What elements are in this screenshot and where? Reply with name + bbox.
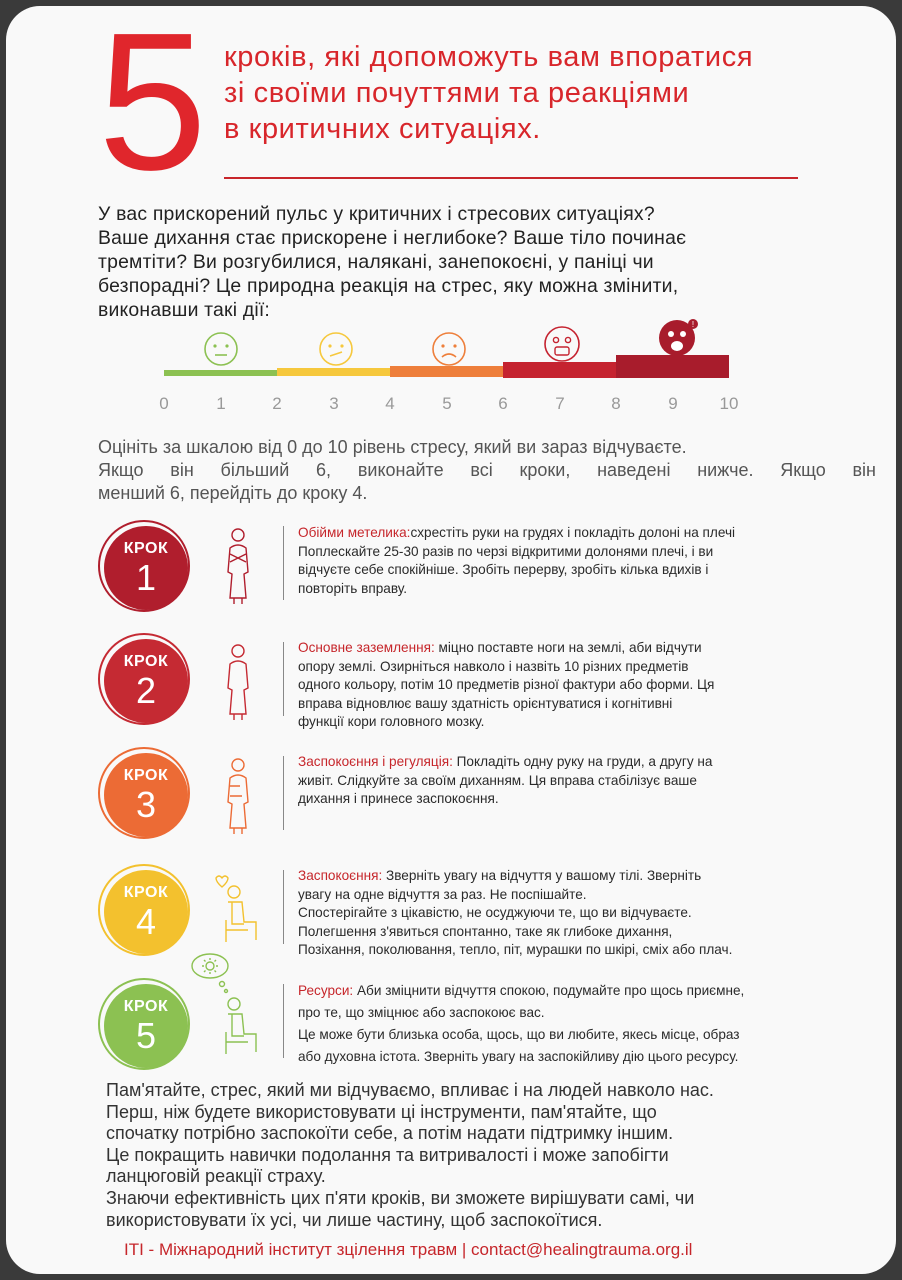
title-line: в критичних ситуаціях. bbox=[224, 113, 541, 145]
badge-label: КРОК bbox=[123, 884, 169, 901]
intro-line: безпорадні? Це природна реакція на стрес, яку можна змінити, bbox=[98, 275, 679, 297]
scale-tick: 3 bbox=[329, 394, 339, 413]
step-1-badge bbox=[104, 526, 188, 610]
calm-face-icon bbox=[202, 330, 240, 368]
outro-line: Це покращить навички подолання та витривалості і може запобігти bbox=[106, 1144, 669, 1165]
intro-line: Ваше дихання стає прискорене і неглибоке? Ваше тіло починає bbox=[98, 227, 687, 249]
step-line: опору землі. Озирніться навколо і назвіть 10 різних предметів bbox=[298, 658, 689, 674]
scale-segment-0-2 bbox=[164, 370, 277, 376]
step-line: Позіхання, поколювання, тепло, піт, мурашки по шкірі, сміх або плач. bbox=[298, 942, 733, 958]
outro-line: Знаючи ефективність цих п'яти кроків, ви зможете вирішувати самі, чи bbox=[106, 1187, 695, 1208]
svg-text:!: ! bbox=[691, 320, 695, 329]
big-number-5: 5 bbox=[98, 6, 208, 211]
intro-line: тремтіти? Ви розгубилися, налякані, занепокоєні, у паніці чи bbox=[98, 251, 654, 273]
step-line: схрестіть руки на грудях і покладіть долоні на плечі bbox=[410, 525, 736, 540]
intro-line: У вас прискорений пульс у критичних і стресових ситуаціях? bbox=[98, 203, 655, 225]
scale-tick: 7 bbox=[555, 394, 565, 413]
scale-tick: 10 bbox=[719, 394, 739, 413]
step-connector bbox=[283, 984, 284, 1058]
step-connector bbox=[283, 642, 284, 716]
step-line: увагу на одне відчуття за раз. Не поспішайте. bbox=[298, 886, 587, 902]
scale-tick: 2 bbox=[272, 394, 282, 413]
outro-line: використовувати їх усі, чи лише частину, щоб заспокоїтися. bbox=[106, 1209, 603, 1230]
step-line: Поплескайте 25-30 разів по черзі відкритими долонями плечі, і ви bbox=[298, 543, 714, 559]
step-line: функції кори головного мозку. bbox=[298, 714, 485, 730]
badge-label: КРОК bbox=[123, 540, 169, 557]
panic-face-icon bbox=[656, 316, 700, 360]
step-line: Це може бути близька особа, щось, що ви любите, якесь місце, образ bbox=[298, 1027, 740, 1042]
woman-hand-on-chest-icon bbox=[218, 756, 258, 836]
scale-segment-6-8 bbox=[503, 362, 616, 378]
step-title: Заспокоєння: bbox=[298, 868, 383, 883]
intro-line: виконавши такі дії: bbox=[98, 299, 271, 321]
badge-label: КРОК bbox=[123, 653, 169, 670]
footer-credit: ІТІ - Міжнародний інститут зцілення травм | contact@healingtrauma.org.il bbox=[124, 1240, 693, 1259]
scale-tick: 1 bbox=[216, 394, 226, 413]
step-5-text bbox=[298, 980, 744, 1068]
outro-line: Перш, ніж будете використовувати ці інструменти, пам'ятайте, що bbox=[106, 1101, 657, 1122]
seated-person-heart-icon bbox=[208, 868, 268, 948]
step-4-badge bbox=[104, 870, 188, 954]
title-line: зі своїми почуттями та реакціями bbox=[224, 77, 690, 109]
step-line: Спостерігайте з цікавістю, не осуджуючи те, що ви відчуваєте. bbox=[298, 905, 692, 921]
step-2-badge bbox=[104, 639, 188, 723]
instruction-line: Оцініть за шкалою від 0 до 10 рівень стресу, який ви зараз відчуваєте. bbox=[98, 437, 687, 457]
scale-tick: 8 bbox=[611, 394, 621, 413]
seated-person-thought-icon bbox=[184, 950, 274, 1060]
step-line: Зверніть увагу на відчуття у вашому тілі. Зверніть bbox=[382, 868, 702, 883]
step-title: Основне заземлення: bbox=[298, 640, 435, 655]
outro-line: ланцюговій реакції страху. bbox=[106, 1166, 326, 1187]
step-title: Заспокоєння і регуляція: bbox=[298, 754, 453, 769]
badge-number: 3 bbox=[135, 784, 157, 825]
scale-tick: 9 bbox=[668, 394, 678, 413]
scale-tick: 6 bbox=[498, 394, 508, 413]
step-line: про те, що зміцнює або заспокоює вас. bbox=[298, 1005, 545, 1020]
title-line: кроків, які допоможуть вам впоратися bbox=[224, 41, 754, 73]
instruction-line: менший 6, перейдіть до кроку 4. bbox=[98, 483, 368, 503]
step-line: Покладіть одну руку на груди, а другу на bbox=[452, 754, 713, 769]
uneasy-face-icon bbox=[317, 330, 355, 368]
step-3-badge bbox=[104, 753, 188, 837]
step-2-text bbox=[298, 639, 714, 732]
step-connector bbox=[283, 870, 284, 944]
step-line: Полегшення з'явиться спонтанно, таке як глибоке дихання, bbox=[298, 923, 673, 939]
woman-standing-icon bbox=[218, 642, 258, 722]
sad-face-icon bbox=[430, 330, 468, 368]
infographic-card bbox=[6, 6, 896, 1274]
step-3-text bbox=[298, 753, 712, 809]
stress-scale bbox=[6, 6, 896, 426]
step-line: вправа відновлює вашу здатність орієнтуватися і когнітивні bbox=[298, 695, 673, 711]
badge-number: 1 bbox=[135, 557, 157, 598]
scale-tick: 4 bbox=[385, 394, 395, 413]
badge-label: КРОК bbox=[123, 998, 169, 1015]
step-line: повторіть вправу. bbox=[298, 580, 407, 596]
scale-tick: 5 bbox=[442, 394, 452, 413]
step-title: Ресурси: bbox=[298, 983, 354, 998]
badge-number: 5 bbox=[135, 1015, 157, 1056]
step-line: одного кольору, потім 10 предметів різної фактури або форми. Ця bbox=[298, 677, 715, 693]
badge-number: 4 bbox=[135, 901, 157, 942]
step-connector bbox=[283, 526, 284, 600]
outro-line: Пам'ятайте, стрес, який ми відчуваємо, впливає і на людей навколо нас. bbox=[106, 1080, 714, 1100]
badge-number: 2 bbox=[135, 670, 157, 711]
step-4-text bbox=[298, 867, 732, 960]
distressed-face-icon bbox=[542, 324, 582, 364]
step-line: міцно поставте ноги на землі, аби відчути bbox=[434, 640, 702, 655]
closing-text bbox=[106, 1080, 886, 1231]
step-title: Обійми метелика: bbox=[298, 525, 411, 540]
instruction-line: Якщо він більший 6, виконайте всі кроки, наведені нижче. Якщо він bbox=[98, 460, 876, 480]
scale-tick: 0 bbox=[159, 394, 169, 413]
step-line: живіт. Слідкуйте за своїм диханням. Ця вправа стабілізує ваше bbox=[298, 772, 697, 788]
step-connector bbox=[283, 756, 284, 830]
outro-line: спочатку потрібно заспокоїти себе, а потім надати підтримку іншим. bbox=[106, 1123, 674, 1144]
step-1-text bbox=[298, 524, 735, 598]
step-line: дихання і принесе заспокоєння. bbox=[298, 791, 499, 807]
step-line: або духовна істота. Зверніть увагу на заспокійливу дію цього ресурсу. bbox=[298, 1049, 739, 1064]
step-5-badge bbox=[104, 984, 188, 1068]
step-line: відчуєте себе спокійніше. Зробіть перерву, зробіть кілька вдихів і bbox=[298, 562, 709, 578]
step-line: Аби зміцнити відчуття спокою, подумайте про щось приємне, bbox=[353, 983, 745, 998]
woman-crossed-arms-icon bbox=[218, 526, 258, 606]
badge-label: КРОК bbox=[123, 767, 169, 784]
scale-segment-2-4 bbox=[277, 368, 390, 376]
scale-instruction bbox=[98, 436, 876, 505]
